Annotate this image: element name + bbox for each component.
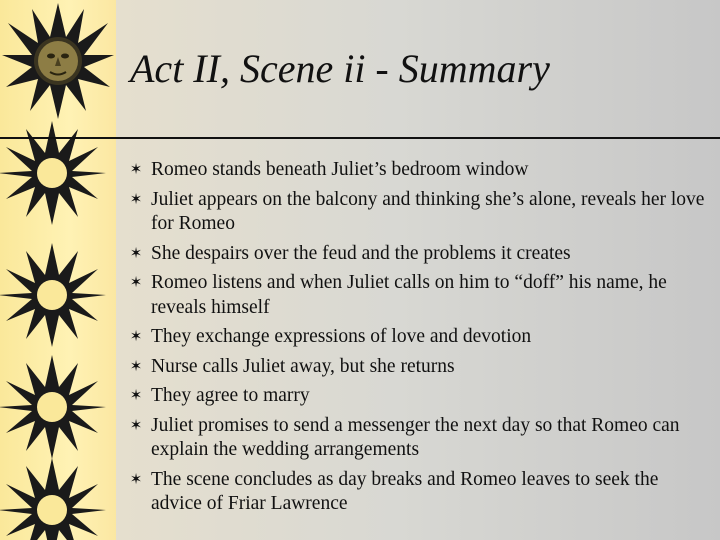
list-item bbox=[128, 158, 708, 183]
list-item bbox=[128, 414, 708, 463]
bullet-text: They agree to marry bbox=[151, 385, 310, 406]
asterisk-bullet-icon: ✶ bbox=[129, 417, 143, 434]
bullet-text: Juliet appears on the balcony and thinking she’s alone, reveals her love for Romeo bbox=[151, 188, 705, 234]
list-item bbox=[128, 468, 708, 517]
bullet-text: The scene concludes as day breaks and Romeo leaves to seek the advice of Friar Lawrence bbox=[151, 468, 659, 514]
sun-burst-icon bbox=[0, 118, 116, 228]
list-item bbox=[128, 188, 708, 237]
asterisk-bullet-icon: ✶ bbox=[129, 245, 143, 262]
bullet-text: Juliet promises to send a messenger the next day so that Romeo can explain the wedding arrangements bbox=[151, 414, 680, 460]
bullet-list bbox=[128, 158, 708, 522]
title-divider bbox=[0, 137, 720, 139]
list-item bbox=[128, 242, 708, 267]
list-item bbox=[128, 355, 708, 380]
list-item bbox=[128, 271, 708, 320]
sun-burst-icon bbox=[0, 240, 116, 350]
slide-title: Act II, Scene ii - Summary bbox=[130, 46, 550, 91]
asterisk-bullet-icon: ✶ bbox=[129, 162, 143, 178]
bullet-text: Romeo stands beneath Juliet’s bedroom window bbox=[151, 159, 529, 180]
bullet-text: Nurse calls Juliet away, but she returns bbox=[151, 355, 455, 377]
sun-burst-icon bbox=[0, 455, 116, 540]
asterisk-bullet-icon: ✶ bbox=[129, 388, 143, 404]
asterisk-bullet-icon: ✶ bbox=[129, 471, 143, 488]
bullet-text: Romeo listens and when Juliet calls on him to “doff” his name, he reveals himself bbox=[151, 272, 667, 318]
list-item bbox=[128, 384, 708, 409]
list-item bbox=[128, 325, 708, 350]
sun-burst-icon bbox=[0, 352, 116, 462]
bullet-text: She despairs over the feud and the problems it creates bbox=[151, 242, 571, 264]
asterisk-bullet-icon: ✶ bbox=[129, 329, 143, 345]
bullet-text: They exchange expressions of love and devotion bbox=[151, 326, 532, 347]
asterisk-bullet-icon: ✶ bbox=[129, 275, 143, 291]
asterisk-bullet-icon: ✶ bbox=[129, 358, 143, 375]
sun-face-icon bbox=[0, 0, 116, 122]
asterisk-bullet-icon: ✶ bbox=[129, 191, 143, 208]
